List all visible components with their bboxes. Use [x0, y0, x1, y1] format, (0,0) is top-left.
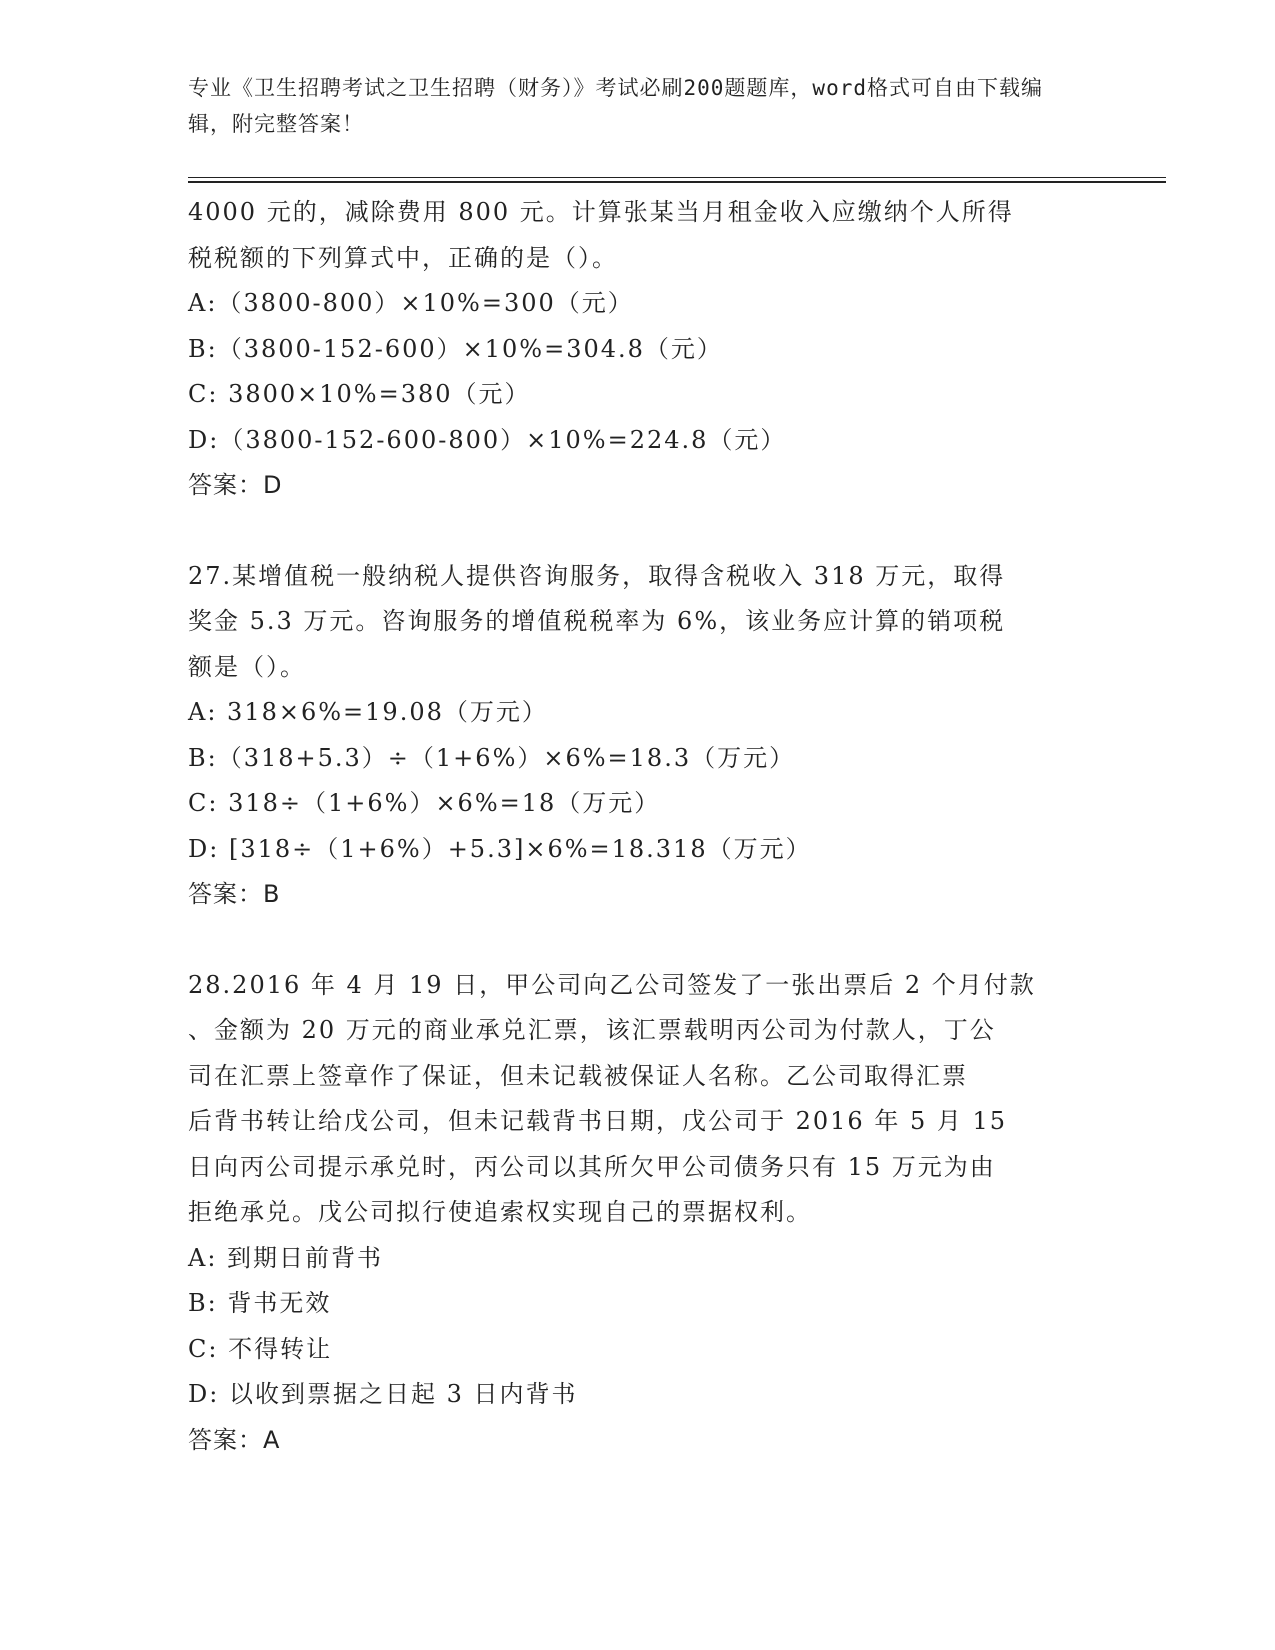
question-stem-line: 拒绝承兑。戊公司拟行使追索权实现自己的票据权利。: [188, 1198, 812, 1226]
header-divider-thick: [188, 181, 1166, 183]
answer-line: 答案：B: [188, 880, 281, 908]
question-stem-line: 4000 元的，减除费用 800 元。计算张某当月租金收入应缴纳个人所得: [188, 198, 1014, 226]
option-c: C: 318÷（1+6%）×6%=18（万元）: [188, 789, 661, 817]
option-d: D: 以收到票据之日起 3 日内背书: [188, 1380, 578, 1408]
option-a: A:（3800-800）×10%=300（元）: [188, 289, 634, 317]
answer-line: 答案：A: [188, 1425, 281, 1454]
question-stem-line: 税税额的下列算式中，正确的是（）。: [188, 243, 618, 272]
answer-line: 答案：D: [188, 471, 283, 499]
question-block: [188, 190, 1088, 509]
document-body: [188, 190, 1088, 1463]
question-stem-line: 27.某增值税一般纳税人提供咨询服务，取得含税收入 318 万元，取得: [188, 561, 1006, 590]
option-d: D:（3800-152-600-800）×10%=224.8（元）: [188, 425, 787, 454]
question-spacer: [188, 918, 1088, 963]
question-block: [188, 554, 1088, 918]
option-a: A: 到期日前背书: [188, 1243, 384, 1272]
question-stem-line: 日向丙公司提示承兑时，丙公司以其所欠甲公司债务只有 15 万元为由: [188, 1152, 996, 1181]
question-spacer: [188, 509, 1088, 554]
question-stem-line: 司在汇票上签章作了保证，但未记载被保证人名称。乙公司取得汇票: [188, 1061, 968, 1090]
option-c: C: 3800×10%=380（元）: [188, 380, 531, 408]
option-b: B:（3800-152-600）×10%=304.8（元）: [188, 334, 723, 363]
option-a: A: 318×6%=19.08（万元）: [188, 698, 548, 726]
option-b: B: 背书无效: [188, 1289, 332, 1317]
document-header: 专业《卫生招聘考试之卫生招聘（财务）》考试必刷200题题库，word格式可自由下载编辑，附完整答案！: [188, 76, 1043, 136]
option-b: B:（318+5.3）÷（1+6%）×6%=18.3（万元）: [188, 743, 796, 772]
question-stem-line: 28.2016 年 4 月 19 日，甲公司向乙公司签发了一张出票后 2 个月付款: [188, 970, 1036, 999]
question-block: [188, 963, 1088, 1464]
header-divider-thin: [188, 177, 1166, 178]
question-stem-line: 额是（）。: [188, 652, 306, 681]
question-stem-line: 后背书转让给戊公司，但未记载背书日期，戊公司于 2016 年 5 月 15: [188, 1107, 1008, 1135]
option-d: D: [318÷（1+6%）+5.3]×6%=18.318（万元）: [188, 834, 812, 863]
option-c: C: 不得转让: [188, 1334, 333, 1363]
question-stem-line: 奖金 5.3 万元。咨询服务的增值税税率为 6%，该业务应计算的销项税: [188, 607, 1006, 635]
question-stem-line: 、金额为 20 万元的商业承兑汇票，该汇票载明丙公司为付款人，丁公: [188, 1016, 996, 1044]
